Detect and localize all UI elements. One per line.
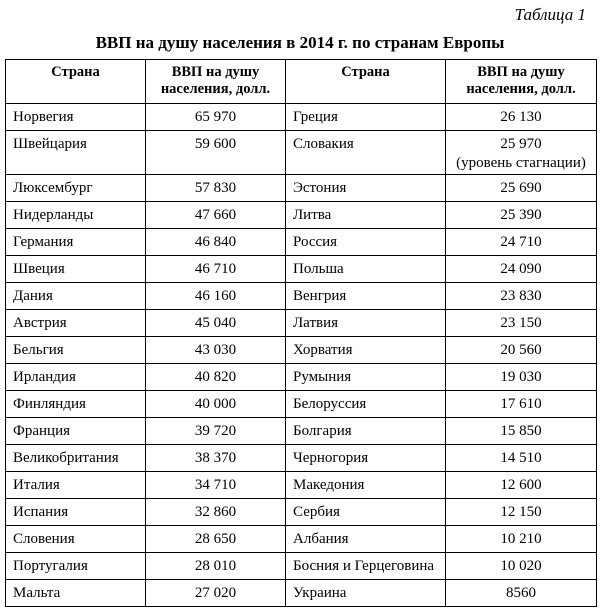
country-name: Норвегия (13, 108, 74, 125)
country-name: Бельгия (13, 341, 64, 358)
left-gdp-cell (146, 445, 286, 472)
left-country-cell (6, 337, 146, 364)
left-gdp-cell (146, 104, 286, 131)
table-row (6, 499, 597, 526)
right-gdp-cell (446, 310, 597, 337)
country-name: Албания (293, 530, 349, 547)
header-country-left: Страна (6, 60, 146, 104)
country-name: Хорватия (293, 341, 353, 358)
gdp-value: 23 150 (500, 314, 542, 331)
table-row (6, 104, 597, 131)
right-gdp-cell (446, 256, 597, 283)
gdp-value: 25 390 (500, 206, 542, 223)
table-row (6, 337, 597, 364)
country-name: Эстония (293, 179, 347, 196)
gdp-value: 32 860 (194, 503, 237, 520)
country-name: Швейцария (13, 136, 87, 152)
right-gdp-cell (446, 499, 597, 526)
gdp-value: 10 210 (500, 530, 542, 547)
country-name: Ирландия (13, 368, 76, 385)
right-country-cell (286, 526, 446, 553)
table-row (6, 131, 597, 175)
gdp-value: 24 710 (500, 233, 542, 250)
country-name: Босния и Герцеговина (293, 557, 435, 574)
left-country-cell (6, 256, 146, 283)
gdp-value: 34 710 (194, 476, 237, 493)
country-name: Россия (293, 233, 338, 250)
right-country-cell (286, 553, 446, 580)
left-country-cell (6, 526, 146, 553)
table-row (6, 391, 597, 418)
left-gdp-cell (146, 526, 286, 553)
left-gdp-cell (146, 391, 286, 418)
left-country-cell (6, 553, 146, 580)
right-country-cell (286, 256, 446, 283)
table-row (6, 580, 597, 607)
gdp-note: (уровень стагнации) (456, 155, 586, 171)
table-row (6, 256, 597, 283)
right-gdp-cell (446, 229, 597, 256)
right-gdp-cell (446, 364, 597, 391)
right-country-cell (286, 310, 446, 337)
country-name: Сербия (293, 503, 340, 520)
country-name: Словения (13, 530, 75, 547)
left-gdp-cell (146, 202, 286, 229)
right-country-cell (286, 364, 446, 391)
right-gdp-cell (446, 526, 597, 553)
right-gdp-cell (446, 283, 597, 310)
gdp-value: 43 030 (194, 341, 237, 358)
left-country-cell (6, 580, 146, 607)
country-name: Латвия (293, 314, 339, 331)
left-gdp-cell (146, 499, 286, 526)
country-name: Испания (13, 503, 69, 520)
table-title: ВВП на душу населения в 2014 г. по странам Европы (95, 33, 505, 52)
gdp-value: 47 660 (194, 206, 237, 223)
right-country-cell (286, 131, 446, 175)
left-gdp-cell (146, 472, 286, 499)
gdp-value: 46 710 (194, 260, 237, 277)
right-country-cell (286, 499, 446, 526)
country-name: Венгрия (293, 287, 347, 304)
left-gdp-cell (146, 131, 286, 175)
gdp-value: 12 150 (500, 503, 542, 520)
right-gdp-cell (446, 580, 597, 607)
gdp-value: 14 510 (500, 449, 542, 466)
country-name: Украина (293, 584, 347, 601)
gdp-value: 23 830 (500, 287, 542, 304)
table-row (6, 202, 597, 229)
country-name: Греция (293, 108, 338, 125)
gdp-value: 39 720 (194, 422, 237, 439)
gdp-value: 20 560 (500, 341, 542, 358)
left-gdp-cell (146, 337, 286, 364)
country-name: Германия (13, 233, 74, 250)
gdp-value: 40 000 (194, 395, 237, 412)
table-row (6, 526, 597, 553)
left-gdp-cell (146, 418, 286, 445)
left-country-cell (6, 175, 146, 202)
gdp-value: 28 650 (194, 530, 237, 547)
country-name: Франция (13, 422, 70, 439)
left-gdp-cell (146, 310, 286, 337)
gdp-value: 17 610 (500, 395, 542, 412)
gdp-value: 28 010 (194, 557, 237, 574)
left-country-cell (6, 364, 146, 391)
right-gdp-cell (446, 391, 597, 418)
left-gdp-cell (146, 256, 286, 283)
table-row (6, 445, 597, 472)
gdp-value: 46 160 (194, 287, 237, 304)
table-row (6, 553, 597, 580)
table-row (6, 418, 597, 445)
left-gdp-cell (146, 364, 286, 391)
right-country-cell (286, 391, 446, 418)
left-country-cell (6, 131, 146, 175)
gdp-value: 25 970 (500, 136, 542, 152)
right-country-cell (286, 418, 446, 445)
country-name: Португалия (13, 557, 88, 574)
left-gdp-cell (146, 175, 286, 202)
country-name: Черногория (293, 449, 369, 466)
left-gdp-cell (146, 553, 286, 580)
left-country-cell (6, 202, 146, 229)
right-gdp-cell (446, 472, 597, 499)
gdp-value: 25 690 (500, 179, 542, 196)
gdp-value: 19 030 (500, 368, 542, 385)
gdp-value: 40 820 (194, 368, 237, 385)
country-name: Болгария (293, 422, 352, 439)
gdp-value: 24 090 (500, 260, 542, 277)
left-country-cell (6, 391, 146, 418)
table-body (6, 104, 597, 607)
gdp-value: 45 040 (194, 314, 237, 331)
right-gdp-cell (446, 131, 597, 175)
right-country-cell (286, 202, 446, 229)
right-country-cell (286, 104, 446, 131)
left-gdp-cell (146, 283, 286, 310)
right-gdp-cell (446, 337, 597, 364)
gdp-value: 12 600 (500, 476, 542, 493)
right-country-cell (286, 175, 446, 202)
country-name: Румыния (293, 368, 352, 385)
right-country-cell (286, 445, 446, 472)
gdp-value: 65 970 (194, 108, 237, 125)
country-name: Австрия (13, 314, 67, 331)
header-country-right: Страна (286, 60, 446, 104)
table-row (6, 283, 597, 310)
table-row (6, 175, 597, 202)
gdp-value: 27 020 (194, 584, 237, 601)
right-gdp-cell (446, 418, 597, 445)
left-country-cell (6, 472, 146, 499)
gdp-value: 26 130 (500, 108, 542, 125)
gdp-value: 59 600 (194, 136, 237, 152)
header-gdp-left: ВВП на душу населения, долл. (146, 60, 286, 104)
right-country-cell (286, 229, 446, 256)
right-country-cell (286, 337, 446, 364)
right-gdp-cell (446, 175, 597, 202)
gdp-value: 10 020 (500, 557, 542, 574)
country-name: Мальта (13, 584, 61, 601)
right-gdp-cell (446, 553, 597, 580)
gdp-value: 8560 (506, 584, 536, 601)
country-name: Швеция (13, 260, 65, 277)
country-name: Дания (13, 287, 53, 304)
right-gdp-cell (446, 104, 597, 131)
country-name: Нидерланды (13, 206, 94, 223)
table-row (6, 472, 597, 499)
left-country-cell (6, 229, 146, 256)
gdp-value: 38 370 (194, 449, 237, 466)
table-row (6, 364, 597, 391)
left-country-cell (6, 310, 146, 337)
right-country-cell (286, 472, 446, 499)
left-country-cell (6, 104, 146, 131)
right-country-cell (286, 283, 446, 310)
country-name: Польша (293, 260, 344, 277)
gdp-value: 46 840 (194, 233, 237, 250)
left-gdp-cell (146, 229, 286, 256)
right-country-cell (286, 580, 446, 607)
gdp-value: 15 850 (500, 422, 542, 439)
country-name: Белоруссия (293, 395, 367, 412)
country-name: Македония (293, 476, 365, 493)
right-gdp-cell (446, 445, 597, 472)
header-row (6, 60, 597, 104)
right-gdp-cell (446, 202, 597, 229)
country-name: Словакия (293, 136, 354, 152)
country-name: Великобритания (13, 449, 119, 466)
country-name: Италия (13, 476, 60, 493)
left-country-cell (6, 418, 146, 445)
left-gdp-cell (146, 580, 286, 607)
header-gdp-right: ВВП на душу населения, долл. (446, 60, 597, 104)
table-number-label: Таблица 1 (514, 5, 586, 24)
table-row (6, 229, 597, 256)
table-row (6, 310, 597, 337)
gdp-table (5, 59, 597, 607)
left-country-cell (6, 445, 146, 472)
gdp-value: 57 830 (194, 179, 237, 196)
left-country-cell (6, 283, 146, 310)
country-name: Люксембург (13, 179, 93, 196)
country-name: Финляндия (13, 395, 86, 412)
country-name: Литва (293, 206, 332, 223)
left-country-cell (6, 499, 146, 526)
